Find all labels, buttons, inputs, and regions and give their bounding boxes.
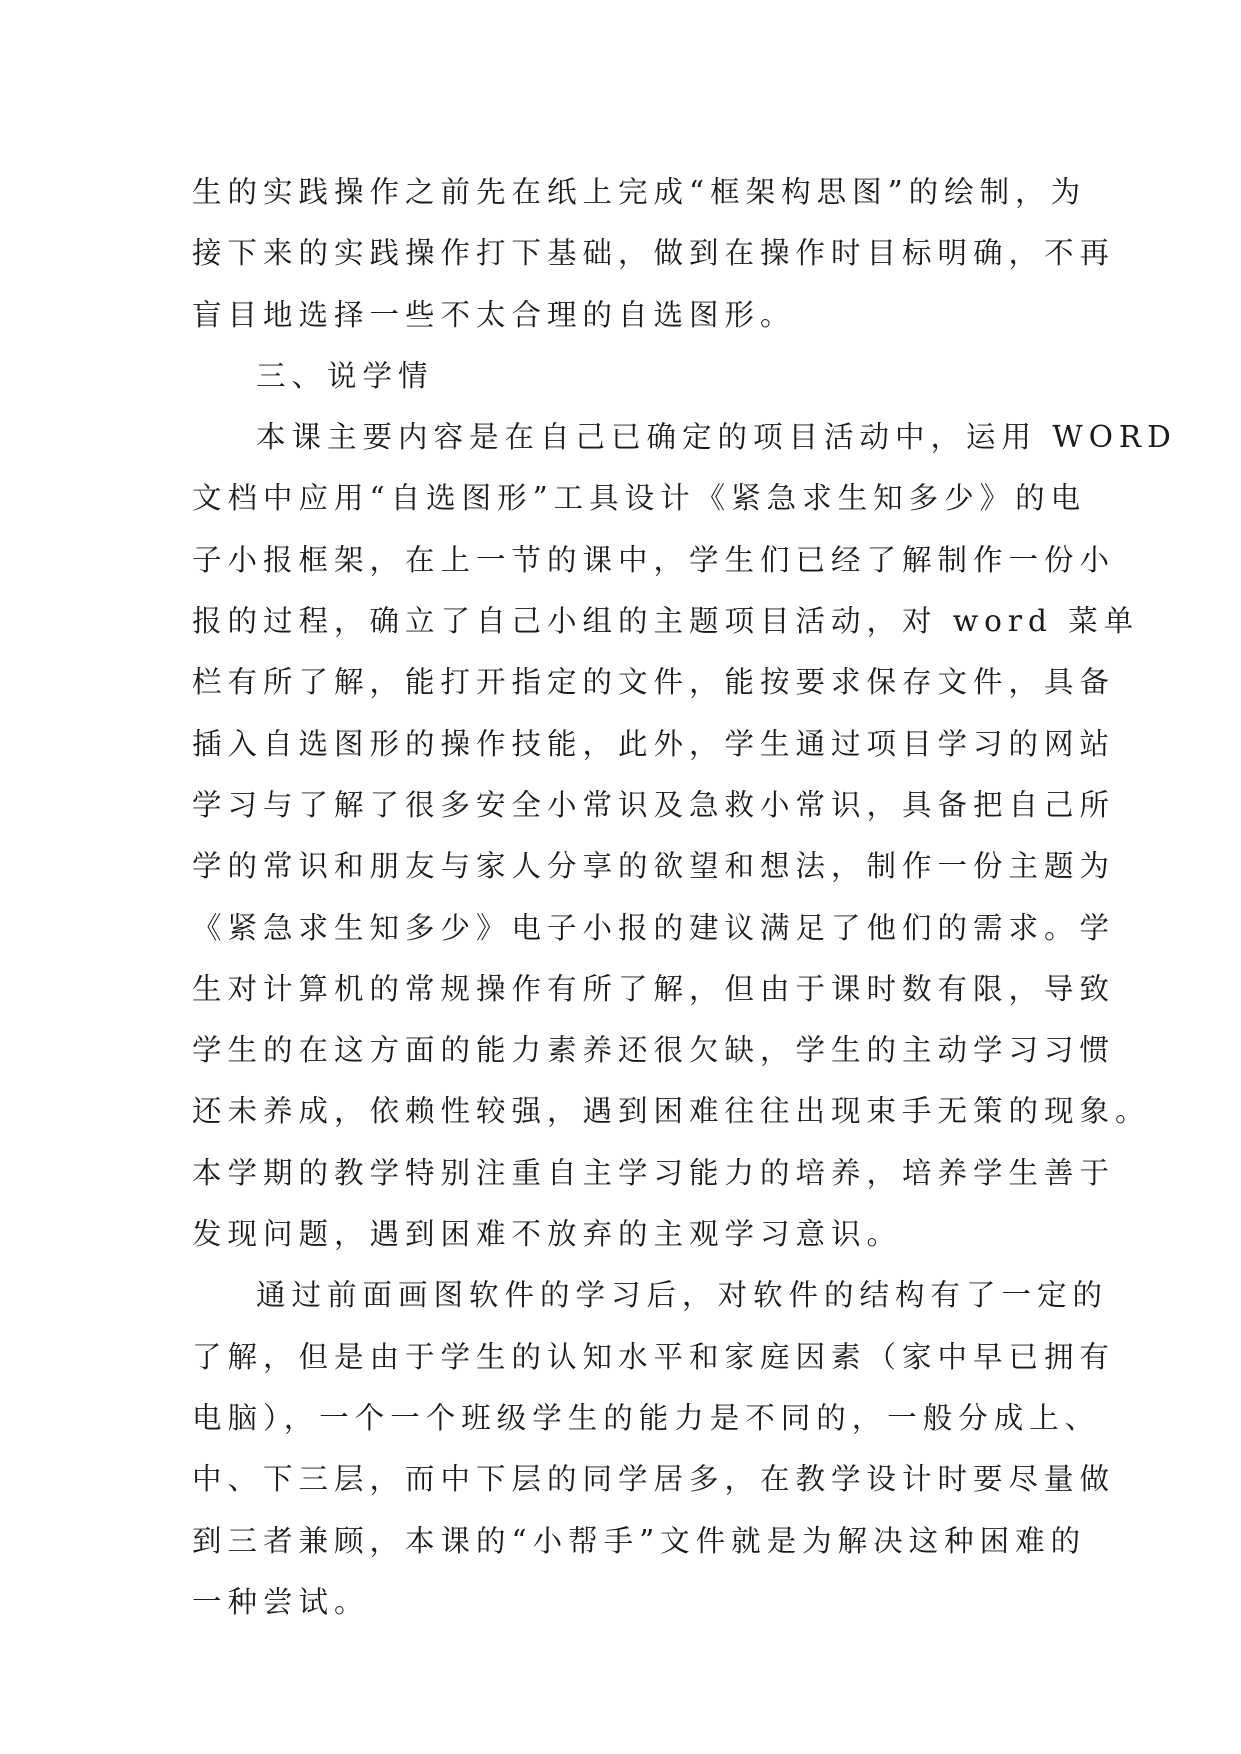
text-line: 报的过程，确立了自己小组的主题项目活动，对 word 菜单 bbox=[192, 604, 1140, 639]
text-line: 发现问题，遇到困难不放弃的主观学习意识。 bbox=[192, 1217, 903, 1252]
text-line: 一种尝试。 bbox=[192, 1584, 370, 1619]
text-line: 通过前面画图软件的学习后，对软件的结构有了一定的 bbox=[256, 1278, 1109, 1313]
text-line: 学的常识和朋友与家人分享的欲望和想法，制作一份主题为 bbox=[192, 849, 1116, 884]
text-line: 中、下三层，而中下层的同学居多，在教学设计时要尽量做 bbox=[192, 1462, 1116, 1497]
text-line: 文档中应用“自选图形”工具设计《紧急求生知多少》的电 bbox=[192, 481, 1087, 516]
text-line: 了解，但是由于学生的认知水平和家庭因素（家中早已拥有 bbox=[192, 1339, 1116, 1374]
text-line: 《紧急求生知多少》电子小报的建议满足了他们的需求。学 bbox=[192, 910, 1116, 945]
text-line: 子小报框架，在上一节的课中，学生们已经了解制作一份小 bbox=[192, 542, 1116, 577]
text-line: 生对计算机的常规操作有所了解，但由于课时数有限，导致 bbox=[192, 971, 1116, 1006]
text-line: 本课主要内容是在自己已确定的项目活动中，运用 WORD bbox=[256, 420, 1177, 455]
text-line: 盲目地选择一些不太合理的自选图形。 bbox=[192, 297, 796, 332]
text-line: 电脑），一个一个班级学生的能力是不同的，一般分成上、 bbox=[192, 1400, 1101, 1435]
text-line: 学生的在这方面的能力素养还很欠缺，学生的主动学习习惯 bbox=[192, 1033, 1116, 1068]
document-body bbox=[192, 162, 1177, 1633]
text-line: 本学期的教学特别注重自主学习能力的培养，培养学生善于 bbox=[192, 1155, 1116, 1190]
text-line: 到三者兼顾，本课的“小帮手”文件就是为解决这种困难的 bbox=[192, 1523, 1087, 1558]
section-heading: 三、说学情 bbox=[256, 358, 434, 393]
text-line: 接下来的实践操作打下基础，做到在操作时目标明确，不再 bbox=[192, 236, 1116, 271]
text-line: 插入自选图形的操作技能，此外，学生通过项目学习的网站 bbox=[192, 726, 1116, 761]
text-line: 生的实践操作之前先在纸上完成“框架构思图”的绘制，为 bbox=[192, 175, 1087, 209]
text-line: 学习与了解了很多安全小常识及急救小常识，具备把自己所 bbox=[192, 787, 1116, 822]
text-line: 栏有所了解，能打开指定的文件，能按要求保存文件，具备 bbox=[192, 665, 1116, 700]
text-line: 还未养成，依赖性较强，遇到困难往往出现束手无策的现象。 bbox=[192, 1094, 1151, 1129]
